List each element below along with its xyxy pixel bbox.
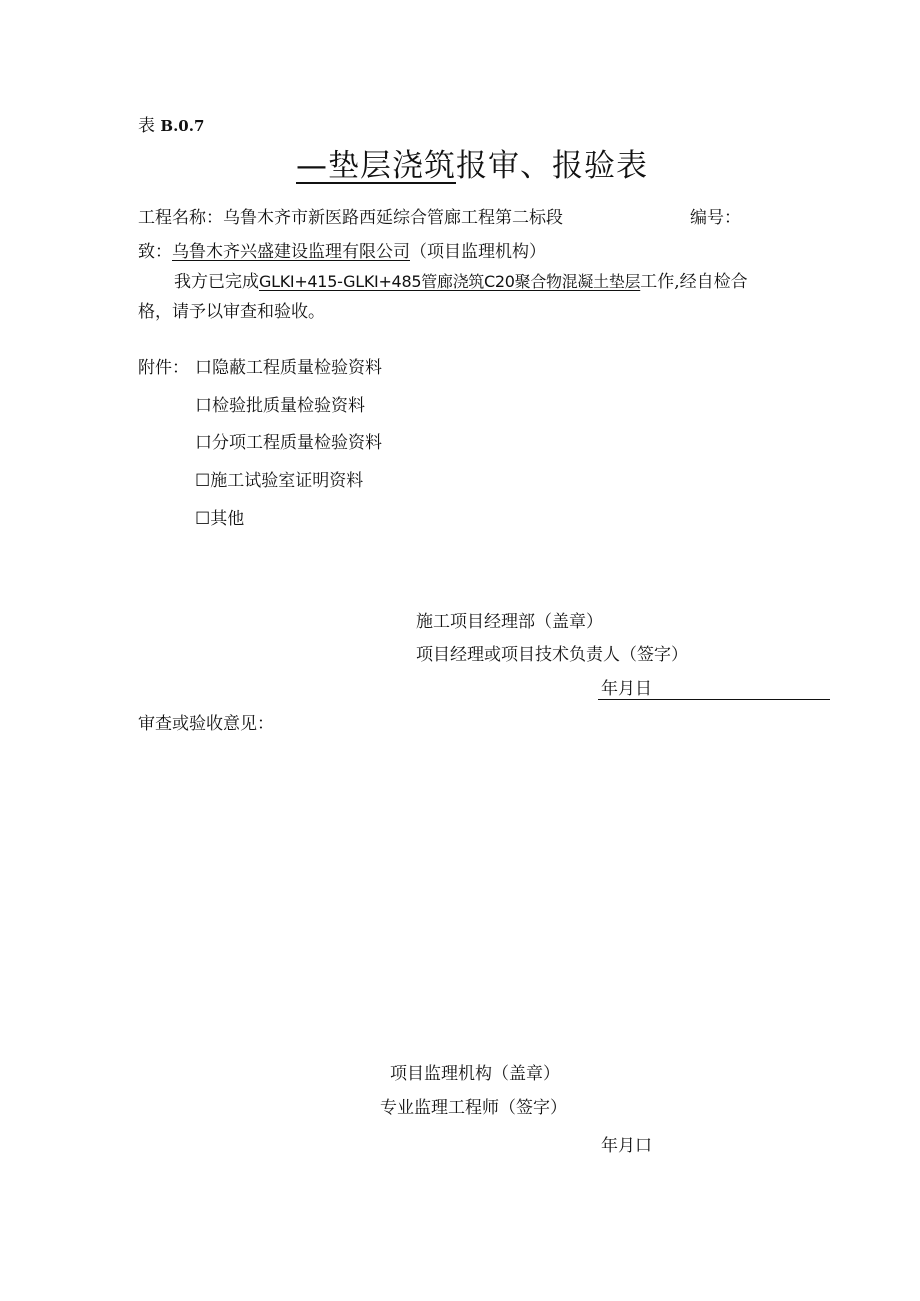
contractor-date-line xyxy=(598,699,830,700)
table-code: B.0.7 xyxy=(160,117,205,135)
supervisor-engineer-signature: 专业监理工程师（签字） xyxy=(380,1098,567,1118)
addressee-name: 乌鲁木齐兴盛建设监理有限公司 xyxy=(172,242,410,262)
contractor-manager-signature: 项目经理或项目技术负责人（签字） xyxy=(416,645,688,665)
supervisor-date: 年月口 xyxy=(601,1136,652,1156)
body-line-1 xyxy=(174,270,748,294)
title-rest: 报审、报验表 xyxy=(456,148,648,184)
attachment-item-sub-item[interactable]: 口分项工程质量检验资料 xyxy=(195,433,382,453)
table-label xyxy=(138,114,204,138)
attachments-label: 附件： xyxy=(138,358,189,378)
page-title xyxy=(296,146,648,186)
attachment-item-other[interactable]: ☐其他 xyxy=(195,509,245,529)
body-work: GLKI+415-GLKI+485管廊浇筑C20聚合物混凝土垫层 xyxy=(259,272,641,291)
addressee-prefix: 致： xyxy=(138,242,172,262)
supervisor-org-seal: 项目监理机构（盖章） xyxy=(390,1064,560,1084)
attachment-item-hidden-works[interactable]: 口隐蔽工程质量检验资料 xyxy=(195,358,382,378)
body-lead: 我方已完成 xyxy=(174,272,259,292)
title-underlined: —垫层浇筑 xyxy=(296,148,456,184)
project-name-row xyxy=(138,206,563,230)
number-label: 编号： xyxy=(690,208,741,228)
attachment-item-inspection-lot[interactable]: 口检验批质量检验资料 xyxy=(195,396,365,416)
review-opinion-label: 审查或验收意见： xyxy=(138,714,274,734)
project-name: 乌鲁木齐市新医路西延综合管廊工程第二标段 xyxy=(223,208,563,228)
attachment-item-lab-certificate[interactable]: ☐施工试验室证明资料 xyxy=(195,471,364,491)
body-tail: 工作,经自检合 xyxy=(640,272,748,292)
addressee-row xyxy=(138,240,546,264)
addressee-suffix: （项目监理机构） xyxy=(410,242,546,262)
contractor-date: 年月日 xyxy=(601,679,652,699)
project-label: 工程名称： xyxy=(138,208,223,228)
contractor-dept-seal: 施工项目经理部（盖章） xyxy=(416,612,603,632)
table-label-prefix: 表 xyxy=(138,116,155,136)
body-line-2: 格，请予以审查和验收。 xyxy=(138,302,325,322)
